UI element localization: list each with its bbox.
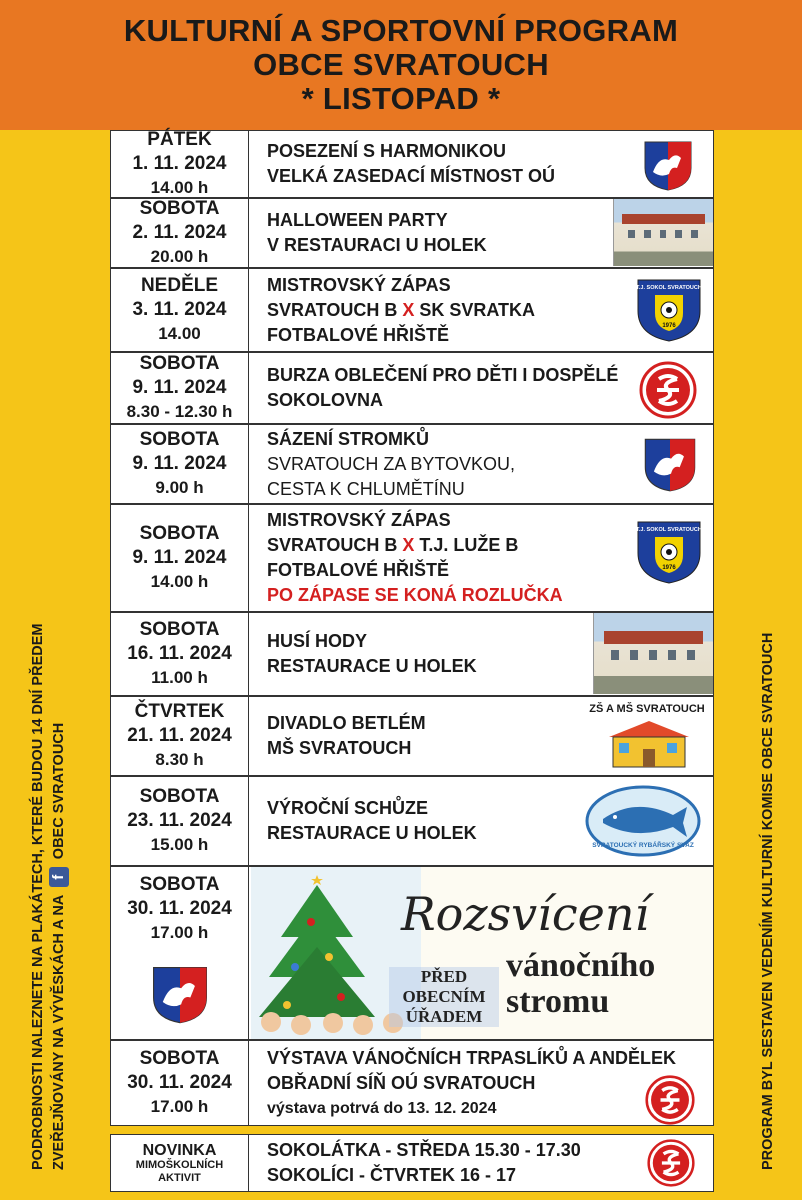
event-day: NEDĚLE	[140, 275, 219, 296]
event-date-cell	[111, 867, 249, 1039]
event-place: RESTAURACE U HOLEK	[267, 656, 477, 676]
poster-title: Rozsvícení	[401, 887, 650, 941]
event-place: SOKOLÍCI - ČTVRTEK 16 - 17	[267, 1165, 517, 1185]
poster-subtitle-2: stromu	[506, 983, 610, 1020]
event-date-cell	[111, 1135, 249, 1191]
event-title: HUSÍ HODY	[267, 631, 368, 651]
sokol-logo-icon	[647, 1139, 695, 1187]
event-time: 20.00 h	[150, 247, 209, 266]
event-date-cell	[111, 269, 249, 351]
event-match	[267, 298, 535, 323]
event-day: SOBOTA	[139, 874, 220, 895]
event-date-cell	[111, 613, 249, 695]
event-day: SOBOTA	[139, 523, 220, 544]
badge-year: 1976	[662, 565, 676, 571]
event-title: DIVADLO BETLÉM	[267, 713, 426, 733]
event-day: PÁTEK	[147, 129, 212, 150]
event-title: VÝSTAVA VÁNOČNÍCH TRPASLÍKŮ A ANDĚLEK	[267, 1047, 677, 1068]
event-time: 11.00 h	[151, 668, 208, 687]
event-title: SÁZENÍ STROMKŮ	[267, 428, 429, 449]
event-day: SOBOTA	[139, 353, 220, 374]
header-title-line3: * LISTOPAD *	[301, 81, 501, 116]
event-place: SVRATOUCH ZA BYTOVKOU,	[267, 453, 516, 474]
village-coat-of-arms-icon	[641, 138, 695, 192]
event-date: 9. 11. 2024	[132, 453, 227, 474]
page-header	[0, 0, 802, 130]
fishing-union-logo-icon	[585, 785, 701, 857]
school-logo-text: ZŠ A MŠ SVRATOUCH	[589, 703, 705, 715]
event-place: FOTBALOVÉ HŘIŠTĚ	[267, 324, 450, 345]
event-date-cell	[111, 697, 249, 775]
event-day: SOBOTA	[139, 786, 220, 807]
event-place: VELKÁ ZASEDACÍ MÍSTNOST OÚ	[267, 166, 556, 186]
match-home: SVRATOUCH B	[267, 535, 403, 555]
restaurant-photo	[613, 199, 713, 266]
match-home: SVRATOUCH B	[267, 299, 403, 320]
fishing-logo-text: SVRATOUCKÝ RYBÁŘSKÝ SVAZ	[592, 842, 694, 849]
football-club-badge-icon	[635, 519, 703, 585]
event-row	[110, 504, 714, 612]
restaurant-photo	[593, 613, 713, 694]
facebook-icon: f	[49, 867, 69, 887]
event-desc	[267, 1041, 676, 1125]
event-date: 21. 11. 2024	[127, 725, 232, 746]
event-row	[110, 130, 714, 198]
event-time: 14.00	[158, 324, 201, 343]
event-time: 8.30 h	[155, 750, 204, 769]
event-desc	[267, 777, 477, 865]
event-title: BURZA OBLEČENÍ PRO DĚTI I DOSPĚLÉ	[267, 365, 619, 385]
event-date-cell	[111, 199, 249, 267]
event-desc	[267, 613, 477, 695]
event-date-cell	[111, 353, 249, 423]
event-date: 1. 11. 2024	[132, 153, 227, 174]
event-date: 30. 11. 2024	[127, 898, 232, 919]
badge-text: T.J. SOKOL SVRATOUCH	[636, 527, 702, 533]
event-title: HALLOWEEN PARTY	[267, 210, 448, 230]
side-note-left-line2	[49, 530, 70, 1170]
header-title-line2: OBCE SVRATOUCH	[253, 47, 549, 82]
poster-place-line2: OBECNÍM	[402, 987, 486, 1006]
event-desc	[267, 425, 515, 503]
match-versus: X	[402, 299, 415, 320]
event-time: 15.00 h	[150, 835, 209, 854]
event-place: FOTBALOVÉ HŘIŠTĚ	[267, 560, 450, 580]
event-desc	[267, 353, 618, 423]
event-desc	[267, 199, 487, 267]
event-time: 8.30 - 12.30 h	[126, 402, 233, 421]
event-title: POSEZENÍ S HARMONIKOU	[267, 141, 507, 161]
event-title: VÝROČNÍ SCHŮZE	[267, 798, 429, 818]
event-desc	[267, 269, 535, 351]
event-title: SOKOLÁTKA - STŘEDA 15.30 - 17.30	[267, 1140, 581, 1160]
school-building-icon	[605, 717, 693, 769]
event-place: SOKOLOVNA	[267, 390, 384, 410]
badge-text: T.J. SOKOL SVRATOUCH	[636, 285, 702, 291]
poster-subtitle-1: vánočního	[506, 947, 656, 984]
event-row	[110, 198, 714, 268]
event-time: 14.00 h	[150, 178, 209, 197]
event-place: RESTAURACE U HOLEK	[267, 823, 477, 843]
header-title-line1: KULTURNÍ A SPORTOVNÍ PROGRAM	[123, 13, 679, 48]
event-title: MISTROVSKÝ ZÁPAS	[267, 510, 451, 530]
event-date: 30. 11. 2024	[127, 1072, 232, 1093]
christmas-tree-poster	[251, 867, 713, 1039]
event-row	[110, 352, 714, 424]
event-row	[110, 696, 714, 776]
event-note: výstava potrvá do 13. 12. 2024	[267, 1099, 497, 1117]
event-day: ČTVRTEK	[134, 701, 225, 722]
event-row	[110, 612, 714, 696]
event-date: 9. 11. 2024	[132, 547, 227, 568]
event-row	[110, 424, 714, 504]
event-day: SOBOTA	[139, 429, 220, 450]
event-note: PO ZÁPASE SE KONÁ ROZLUČKA	[267, 585, 563, 605]
event-place-detail: CESTA K CHLUMĚTÍNU	[267, 478, 465, 499]
event-time: 14.00 h	[150, 572, 209, 591]
event-desc	[267, 505, 563, 611]
event-desc	[267, 1135, 581, 1191]
event-day: SOBOTA	[139, 1048, 220, 1069]
village-coat-of-arms-icon	[149, 963, 211, 1025]
side-note-left-line1: PODROBNOSTI NALEZNETE NA PLAKÁTECH, KTERÉ BUDOU 14 DNÍ PŘEDEM	[30, 623, 46, 1170]
event-place: V RESTAURACI U HOLEK	[267, 235, 487, 255]
side-note-left-line2a: ZVEŘEJŇOVÁNY NA VÝVĚSKÁCH A NA	[51, 895, 67, 1170]
event-date-cell	[111, 505, 249, 611]
event-desc	[267, 697, 426, 775]
event-date: 2. 11. 2024	[132, 222, 227, 243]
match-versus: X	[402, 535, 415, 555]
event-time: AKTIVIT	[158, 1171, 201, 1184]
event-place: OBŘADNÍ SÍŇ OÚ SVRATOUCH	[267, 1072, 536, 1093]
poster-place-line3: ÚŘADEM	[405, 1007, 483, 1026]
event-date-cell	[111, 777, 249, 865]
event-day: SOBOTA	[139, 619, 220, 640]
poster-place-line1: PŘED	[420, 967, 468, 986]
event-row	[110, 1134, 714, 1192]
match-away: SK SVRATKA	[414, 299, 536, 320]
event-time: 17.00 h	[150, 923, 209, 942]
sokol-logo-icon	[645, 1075, 695, 1125]
event-time: 17.00 h	[150, 1097, 209, 1116]
event-day: NOVINKA	[142, 1141, 217, 1159]
event-row	[110, 866, 714, 1040]
badge-year: 1976	[662, 323, 676, 329]
match-away: T.J. LUŽE B	[414, 535, 519, 555]
event-date: 23. 11. 2024	[127, 810, 232, 831]
side-note-left-line2b: OBEC SVRATOUCH	[51, 722, 67, 860]
event-date: MIMOŠKOLNÍCH	[135, 1158, 224, 1171]
event-date-cell	[111, 425, 249, 503]
event-row	[110, 776, 714, 866]
event-row	[110, 268, 714, 352]
village-coat-of-arms-icon	[641, 435, 699, 493]
event-place: MŠ SVRATOUCH	[267, 738, 412, 758]
event-date-cell	[111, 131, 249, 197]
event-desc	[267, 131, 555, 197]
event-date: 9. 11. 2024	[132, 377, 227, 398]
event-date: 3. 11. 2024	[132, 299, 227, 320]
sokol-logo-icon	[639, 361, 697, 419]
side-note-left	[28, 530, 70, 1170]
event-title: MISTROVSKÝ ZÁPAS	[267, 274, 451, 295]
event-date-cell	[111, 1041, 249, 1125]
football-club-badge-icon	[635, 277, 703, 343]
side-note-right: PROGRAM BYL SESTAVEN VEDENÍM KULTURNÍ KOMISE OBCE SVRATOUCH	[760, 632, 776, 1170]
event-match	[267, 533, 563, 558]
poster-place	[389, 967, 499, 1027]
event-row	[110, 1040, 714, 1126]
event-day: SOBOTA	[139, 198, 220, 219]
event-time: 9.00 h	[155, 478, 204, 497]
event-date: 16. 11. 2024	[127, 643, 232, 664]
